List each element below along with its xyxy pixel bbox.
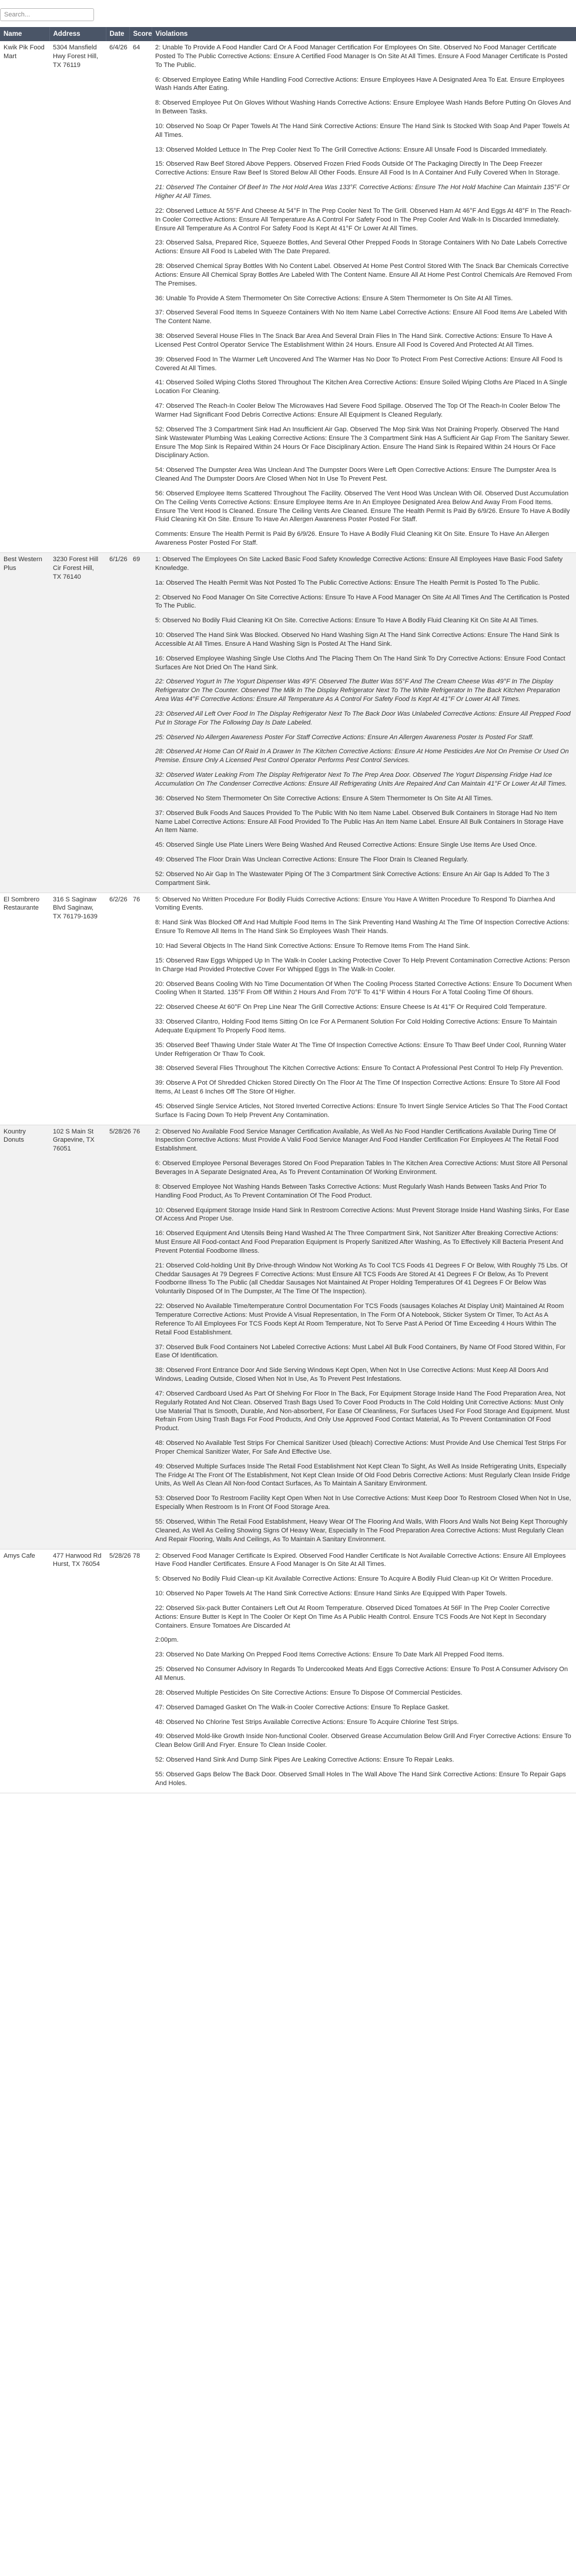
table-row [0, 1549, 576, 1793]
violation-item: 10: Observed The Hand Sink Was Blocked. Observed No Hand Washing Sign At The Hand Sink Corrective Actions: Ensure The Hand Sink Is Accessible At All Times. Ensure A Hand Washing Sign Is Posted At The Hand Sink. [155, 632, 560, 648]
inspections-table [0, 27, 576, 1793]
violation-item: 38: Observed Front Entrance Door And Side Serving Windows Kept Open, When Not In Use Corrective Actions: Must Keep All Doors And Windows, Leading Outside, Closed When Not In Use, As To Prevent Pest Infestations. [155, 1367, 548, 1383]
cell-name: Amys Cafe [0, 1549, 49, 1793]
violation-item: 35: Observed Beef Thawing Under Stale Water At The Time Of Inspection Corrective Actions: Ensure To Thaw Beef Under Cool, Running Water Under Refrigeration Or Thaw To Cook. [155, 1041, 567, 1058]
cell-name: El Sombrero Restaurante [0, 893, 49, 1125]
table-row [0, 1125, 576, 1549]
violation-item: 22: Observed No Available Time/temperature Control Documentation For TCS Foods (sausages Kolaches At Display Unit) Maintained At Room Temperature Corrective Actions: Must Provide A Visual Representation, In The Form Of A Notebook, Sticker System Or Timer, To Act As A Reference To All Employees For TCS Foods Kept At Room Temperature, Not To Serve Past A Period Of Time Exceeding 4 Hours Within The Retail Food Establishment. [155, 1303, 564, 1336]
violation-item: Comments: Ensure The Health Permit Is Paid By 6/9/26. Ensure To Have A Bodily Fluid Cleaning Kit On Site. Ensure To Have An Allergen Awareness Poster Posted For Staff. [155, 531, 550, 547]
violation-item: 28: Observed At Home Can Of Raid In A Drawer In The Kitchen Corrective Actions: Ensure At Home Pesticides Are Not On Premise Or Used On Premise. Ensure Only A Licensed Pest Control Operator Performs Pest Control Services. [155, 748, 569, 764]
cell-score: 64 [129, 41, 152, 552]
violation-item: 2: Unable To Provide A Food Handler Card Or A Food Manager Certification For Employees On Site. Observed No Food Manager Certificate Posted To The Public Corrective Actions: Ensure A Certified Food Manager Is On Site At All Times. Ensure A Food Manager Certificate Is Posted To The Public. [155, 44, 568, 69]
violation-item: 28: Observed Multiple Pesticides On Site Corrective Actions: Ensure To Dispose Of Commercial Pesticides. [155, 1689, 463, 1696]
cell-address: 3230 Forest Hill Cir Forest Hill, TX 76140 [49, 552, 106, 893]
violation-item: 39: Observe A Pot Of Shredded Chicken Stored Directly On The Floor At The Time Of Inspection Corrective Actions: Ensure To Store All Food Items, At Least 6 Inches Off The Store Of Higher. [155, 1079, 560, 1096]
violation-item: 2:00pm. [155, 1636, 179, 1644]
violation-item: 21: Observed The Container Of Beef In The Hot Hold Area Was 133°F. Corrective Actions: Ensure The Hot Hold Machine Can Maintain 135°F Or Higher At All Times. [155, 184, 570, 200]
header-name[interactable]: Name [0, 27, 49, 41]
violation-item: 23: Observed No Date Marking On Prepped Food Items Corrective Actions: Ensure To Date Mark All Prepped Food Items. [155, 1651, 504, 1659]
cell-date: 6/2/26 [106, 893, 129, 1125]
cell-violations [152, 893, 576, 1125]
cell-date: 5/28/26 [106, 1125, 129, 1549]
cell-score: 76 [129, 893, 152, 1125]
violation-item: 16: Observed Equipment And Utensils Being Hand Washed At The Three Compartment Sink, Not Sanitizer After Breaking Corrective Actions: Must Ensure All Food-contact And Food Preparation Equipment Is Properly Sanitized After Washing, As To Effectively Kill Bacteria Present And Prevent Potential Foodborne Illness. [155, 1230, 564, 1255]
violation-item: 25: Observed No Consumer Advisory In Regards To Undercooked Meats And Eggs Corrective Actions: Ensure To Post A Consumer Advisory On All Menus. [155, 1666, 568, 1682]
violation-item: 5: Observed No Written Procedure For Bodily Fluids Corrective Actions: Ensure You Have A Written Procedure To Respond To Diarrhea And Vomiting Events. [155, 895, 555, 912]
cell-violations [152, 1549, 576, 1793]
search-input[interactable] [0, 8, 94, 21]
table-row [0, 893, 576, 1125]
violation-item: 52: Observed No Air Gap In The Wastewater Piping Of The 3 Compartment Sink Corrective Actions: Ensure An Air Gap Is Added To The 3 Compartment Sink. [155, 870, 550, 887]
violation-item: 48: Observed No Chlorine Test Strips Available Corrective Actions: Ensure To Acquire Chlorine Test Strips. [155, 1718, 459, 1726]
cell-violations [152, 552, 576, 893]
violation-item: 56: Observed Employee Items Scattered Throughout The Facility. Observed The Vent Hood Was Unclean With Oil. Observed Dust Accumulation On The Ceiling Vents Corrective Actions: Ensure Employee Items Are In An Employee Designated Area Below And Away From Food Items. Ensure The Vent Hood Is Cleaned. Ensure The Ceiling Vents Are Cleaned. Ensure The Health Permit Is Paid By 6/9/26. Ensure To Have A Bodily Fluid Cleaning Kit On Site. Ensure To Have An Allergen Awareness Poster Posted For Staff. [155, 489, 570, 524]
cell-score: 78 [129, 1549, 152, 1793]
violation-item: 20: Observed Beans Cooling With No Time Documentation Of When The Cooling Process Started Corrective Actions: Ensure To Document When Cooling When It Started. 135°F From Off Within 2 Hours And From 70°F To 41°F Within 4 Hours For A Total Cooling Time Of 6hours. [155, 980, 572, 997]
violation-item: 47: Observed The Reach-In Cooler Below The Microwaves Had Severe Food Spillage. Observed The Top Of The Reach-In Cooler Below The Warmer Had Significant Food Debris Corrective Actions: Ensure All Equipment Is Cleaned Regularly. [155, 402, 561, 418]
violation-item: 28: Observed Chemical Spray Bottles With No Content Label. Observed At Home Pest Control Stored With The Snack Bar Chemicals Corrective Actions: Ensure All Chemical Spray Bottles Are Labeled With The Content Name. Ensure All At Home Pest Control Chemicals Are Removed From The Premises. [155, 263, 572, 287]
violation-item: 16: Observed Employee Washing Single Use Cloths And The Placing Them On The Hand Sink To Dry Corrective Actions: Ensure Food Contact Surfaces Are Not Dried On The Hand Sink. [155, 655, 565, 671]
cell-address: 102 S Main St Grapevine, TX 76051 [49, 1125, 106, 1549]
violation-item: 10: Observed No Paper Towels At The Hand Sink Corrective Actions: Ensure Hand Sinks Are Equipped With Paper Towels. [155, 1590, 507, 1598]
cell-score: 76 [129, 1125, 152, 1549]
violation-item: 32: Observed Water Leaking From The Display Refrigerator Next To The Prep Area Door. Observed The Yogurt Dispensing Fridge Had Ice Accumulation On The Condenser Corrective Actions: Ensure All Refrigerating Units Are Repaired And Can Maintain 41°F Or Lower At All Times. [155, 772, 567, 787]
violation-item: 1a: Observed The Health Permit Was Not Posted To The Public Corrective Actions: Ensure The Health Permit Is Posted To The Public. [155, 579, 540, 586]
cell-date: 5/28/26 [106, 1549, 129, 1793]
violation-item: 45: Observed Single Service Articles, Not Stored Inverted Corrective Actions: Ensure To Invert Single Service Articles So That The Food Contact Surface Is Facing Down To Help Prevent Any Contamination. [155, 1102, 568, 1119]
violation-item: 49: Observed Multiple Surfaces Inside The Retail Food Establishment Not Kept Clean To Sight, As Well As Inside Refrigerating Units, Especially The Fridge At The Front Of The Establishment, Not Kept Clean Inside Of Old Food Debris Corrective Actions: Must Regularly Clean Inside Fridge Units, As Well As Clean All Non-food Contact Surfaces, As To Maintain A Sanitary Environment. [155, 1463, 570, 1488]
violation-item: 15: Observed Raw Eggs Whipped Up In The Walk-In Cooler Lacking Protective Cover To Help Prevent Contamination Corrective Actions: Person In Charge Had Provided Protective Cover For Whipped Eggs In The Walk-In Cooler. [155, 957, 570, 973]
violation-item: 38: Observed Several Flies Throughout The Kitchen Corrective Actions: Ensure To Contact A Professional Pest Control To Help Fly Prevention. [155, 1065, 564, 1072]
header-violations[interactable]: Violations [152, 27, 576, 41]
violation-item: 8: Observed Employee Not Washing Hands Between Tasks Corrective Actions: Must Regularly Wash Hands Between Tasks And Prior To Handling Food Product, As To Prevent Contamination Of The Food Product. [155, 1183, 547, 1199]
violation-item: 49: Observed The Floor Drain Was Unclean Corrective Actions: Ensure The Floor Drain Is Cleaned Regularly. [155, 856, 468, 864]
table-header [0, 27, 576, 41]
violation-item: 36: Unable To Provide A Stem Thermometer On Site Corrective Actions: Ensure A Stem Thermometer Is On Site At All Times. [155, 294, 513, 302]
cell-name: Best Western Plus [0, 552, 49, 893]
violation-item: 45: Observed Single Use Plate Liners Were Being Washed And Reused Corrective Actions: Ensure Single Use Items Are Used Once. [155, 841, 537, 849]
table-body [0, 41, 576, 1793]
violation-item: 5: Observed No Bodily Fluid Clean-up Kit Available Corrective Actions: Ensure To Acquire A Bodily Fluid Clean-up Kit Or Written Procedure. [155, 1575, 553, 1583]
cell-date: 6/4/26 [106, 41, 129, 552]
violation-item: 22: Observed Cheese At 60°F On Prep Line Near The Grill Corrective Actions: Ensure Cheese Is At 41°F Or Required Cold Temperature. [155, 1004, 547, 1011]
violation-item: 8: Observed Employee Put On Gloves Without Washing Hands Corrective Actions: Ensure Employee Wash Hands Before Putting On Gloves And In Between Tasks. [155, 99, 571, 116]
violation-item: 21: Observed Cold-holding Unit By Drive-through Window Not Working As To Cool TCS Foods 41 Degrees F Or Below, With Roughly 75 Lbs. Of Cheddar Sausages At 79 Degrees F Corrective Actions: Must Ensure All TCS Foods Are Stored At 41 Degrees F Or Below, As To Prevent Foodborne Illness To The Public (all Cheddar Sausages Not Maintained At Proper Holding Temperatures Of 41 Degrees F Or Below Was Voluntarily Disposed Of In The Dumpster, At The Time Of The Inspection). [155, 1262, 568, 1296]
violation-item: 8: Hand Sink Was Blocked Off And Had Multiple Food Items In The Sink Preventing Hand Washing At The Time Of Inspection Corrective Actions: Ensure To Remove All Items In The Hand Sink So Employees Wash Their Hands. [155, 919, 570, 935]
violation-item: 10: Had Several Objects In The Hand Sink Corrective Actions: Ensure To Remove Items From The Hand Sink. [155, 942, 470, 950]
header-address[interactable]: Address [49, 27, 106, 41]
violation-item: 48: Observed No Available Test Strips For Chemical Sanitizer Used (bleach) Corrective Actions: Must Provide And Use Chemical Test Strips For Proper Chemical Sanitizer Water, For Safe And Effective Use. [155, 1440, 567, 1455]
cell-address: 316 S Saginaw Blvd Saginaw, TX 76179-1639 [49, 893, 106, 1125]
violation-item: 25: Observed No Allergen Awareness Poster For Staff Corrective Actions: Ensure An Allergen Awareness Poster Is Posted For Staff. [155, 733, 534, 741]
violation-item: 6: Observed Employee Eating While Handling Food Corrective Actions: Ensure Employees Have A Designated Area To Eat. Ensure Employees Wash Hands After Eating. [155, 76, 565, 92]
cell-date: 6/1/26 [106, 552, 129, 893]
violation-item: 13: Observed Molded Lettuce In The Prep Cooler Next To The Grill Corrective Actions: Ensure All Unsafe Food Is Discarded Immediately. [155, 146, 547, 153]
violation-item: 47: Observed Cardboard Used As Part Of Shelving For Floor In The Back, For Equipment Storage Inside Hand The Food Preparation Area, Not Regularly Rotated And Not Clean. Observed Trash Bags Used To Cover Food Products In The Cold Holding Unit Corrective Actions: Must Only Use Material That Is Smooth, Durable, And Non-absorbent, For Ease Of Cleanliness, For Surfaces Used For Food Storage And Equipment. Must Refrain From Using Trash Bags For Food Products, And Only Use Approved Food Contact Material, As To Prevent Contamination Of Food Product. [155, 1390, 570, 1433]
header-score[interactable]: Score [129, 27, 152, 41]
cell-address: 477 Harwood Rd Hurst, TX 76054 [49, 1549, 106, 1793]
violation-item: 10: Observed No Soap Or Paper Towels At The Hand Sink Corrective Actions: Ensure The Hand Sink Is Stocked With Soap And Paper Towels At All Times. [155, 122, 570, 139]
cell-violations [152, 1125, 576, 1549]
violation-item: 22: Observed Yogurt In The Yogurt Dispenser Was 49°F. Observed The Butter Was 55°F And The Cream Cheese Was 49°F In The Display Refrigerator On The Counter. Observed The Milk In The Display Refrigerator Next To The White Refrigerator In The Back Kitchen Preparation Area Was 44°F Corrective Actions: Ensure All Temperature As A Control For Safety Food Is Kept At 41°F Or Lower At All Times. [155, 678, 560, 703]
violation-item: 37: Observed Bulk Foods And Sauces Provided To The Public With No Item Name Label. Observed Bulk Containers In Storage Had No Item Name Label Corrective Actions: Ensure All Food Provided To The Public Has An Item Name Label. Ensure All Bulk Containers In Storage Have An Item Name. [155, 809, 564, 834]
violation-item: 52: Observed Hand Sink And Dump Sink Pipes Are Leaking Corrective Actions: Ensure To Repair Leaks. [155, 1756, 454, 1764]
violation-item: 55: Observed, Within The Retail Food Establishment, Heavy Wear Of The Flooring And Walls, With Floors And Walls Not Being Kept Thoroughly Cleaned, As Well As Ceiling Showing Signs Of Heavy Wear, Especially In The Food Preparation Area Corrective Actions: Must Regularly Clean And Repair Flooring, Walls And Ceilings, As To Maintain A Sanitary Environment. [155, 1518, 568, 1543]
cell-score: 69 [129, 552, 152, 893]
violation-item: 2: Observed Food Manager Certificate Is Expired. Observed Food Handler Certificate Is Not Available Corrective Actions: Ensure All Employees Have Food Handler Certificates. Ensure A Food Manager Is On Site At All Times. [155, 1552, 566, 1568]
violation-item: 2: Observed No Available Food Service Manager Certification Available, As Well As No Food Handler Certifications Available During Time Of Inspection Corrective Actions: Must Provide A Valid Food Service Manager And Food Handler Certification For Employees At The Retail Food Establishment. [155, 1128, 559, 1153]
violation-item: 23: Observed All Left Over Food In The Display Refrigerator Next To The Back Door Was Unlabeled Corrective Actions: Ensure All Prepped Food Put In Storage For The Following Day Is Date Labeled. [155, 710, 571, 726]
violation-item: 54: Observed The Dumpster Area Was Unclean And The Dumpster Doors Were Left Open Corrective Actions: Ensure The Dumpster Area Is Cleaned And The Dumpster Doors Are Closed When Not In Use To Prevent Pest. [155, 467, 557, 483]
violation-item: 39: Observed Food In The Warmer Left Uncovered And The Warmer Has No Door To Protect From Pest Corrective Actions: Ensure All Food Is Covered At All Times. [155, 355, 563, 372]
violation-item: 6: Observed Employee Personal Beverages Stored On Food Preparation Tables In The Kitchen Area Corrective Actions: Must Store All Personal Beverages In A Separate Designated Area, As To Prevent Contamination Of Working Environment. [155, 1160, 568, 1176]
cell-address: 5304 Mansfield Hwy Forest Hill, TX 76119 [49, 41, 106, 552]
violation-item: 37: Observed Several Food Items In Squeeze Containers With No Item Name Label Corrective Actions: Ensure All Food Items Are Labeled With The Content Name. [155, 309, 567, 326]
violation-item: 55: Observed Gaps Below The Back Door. Observed Small Holes In The Wall Above The Hand Sink Corrective Actions: Ensure To Repair Gaps And Holes. [155, 1770, 566, 1787]
search-bar [0, 0, 576, 27]
violation-item: 22: Observed Six-pack Butter Containers Left Out At Room Temperature. Observed Diced Tomatoes At 56F In The Prep Cooler Corrective Actions: Ensure Butter Is Kept In The Cooler Or Kept On Time As A Public Health Control. Ensure TCS Foods Are Not Kept In Secondary Containers. Ensure Tomatoes Are Discarded At [155, 1604, 550, 1629]
cell-name: Kountry Donuts [0, 1125, 49, 1549]
violation-item: 2: Observed No Food Manager On Site Corrective Actions: Ensure To Have A Food Manager On Site At All Times And The Certification Is Posted To The Public. [155, 593, 570, 610]
violation-item: 41: Observed Soiled Wiping Cloths Stored Throughout The Kitchen Area Corrective Actions: Ensure Soiled Wiping Cloths Are Placed In A Single Location For Cleaning. [155, 379, 567, 395]
violation-item: 10: Observed Equipment Storage Inside Hand Sink In Restroom Corrective Actions: Must Prevent Storage Inside Hand Washing Sinks, For Ease Of Access And Proper Use. [155, 1206, 570, 1223]
violation-item: 38: Observed Several House Flies In The Snack Bar Area And Several Drain Flies In The Hand Sink. Corrective Actions: Ensure To Have A Licensed Pest Control Operator Service The Establishment Within 24 Hours. Ensure All Food Is Covered And Protected At All Times. [155, 333, 552, 348]
violation-item: 22: Observed Lettuce At 55°F And Cheese At 54°F In The Prep Cooler Next To The Grill. Observed Ham At 46°F And Eggs At 48°F In The Reach-In Cooler Corrective Actions: Ensure All Temperature As A Control For Safety Food In The Prep Cooler And Walk-In Is Discarded Immediately. Ensure All Temperature As A Control For Safety Food Is Kept At 41°F Or Lower At All Times. [155, 207, 572, 232]
violation-item: 37: Observed Bulk Food Containers Not Labeled Corrective Actions: Must Label All Bulk Food Containers, By Name Of Food Stored Within, For Ease Of Identification. [155, 1343, 566, 1360]
header-date[interactable]: Date [106, 27, 129, 41]
violation-item: 33: Observed Cilantro, Holding Food Items Sitting On Ice For A Permanent Solution For Cold Holding Corrective Actions: Ensure To Maintain Adequate Equipment To Properly Food Items. [155, 1018, 557, 1034]
violation-item: 47: Observed Damaged Gasket On The Walk-in Cooler Corrective Actions: Ensure To Replace Gasket. [155, 1703, 450, 1711]
violation-item: 49: Observed Mold-like Growth Inside Non-functional Cooler. Observed Grease Accumulation Below Grill And Fryer Corrective Actions: Ensure To Clean Below Grill And Fryer. Ensure To Clean Inside Cooler. [155, 1733, 571, 1749]
violation-item: 52: Observed The 3 Compartment Sink Had An Insufficient Air Gap. Observed The Mop Sink Was Not Draining Properly. Observed The Hand Sink Wastewater Plumbing Was Leaking Corrective Actions: Ensure The 3 Compartment Sink Has A Sufficient Air Gap From The Sanitary Sewer. Ensure The Mop Sink Is Repaired Within 24 Hours Or Face Disciplinary Action. Ensure The Hand Sink Is Repaired Within 24 Hours Or Face Disciplinary Action. [155, 425, 570, 459]
violation-item: 1: Observed The Employees On Site Lacked Basic Food Safety Knowledge Corrective Actions: Ensure All Employees Have Basic Food Safety Knowledge. [155, 555, 563, 572]
violation-item: 36: Observed No Stem Thermometer On Site Corrective Actions: Ensure A Stem Thermometer Is On Site At All Times. [155, 794, 493, 802]
table-row [0, 552, 576, 893]
violation-item: 53: Observed Door To Restroom Facility Kept Open When Not In Use Corrective Actions: Must Keep Door To Restroom Closed When Not In Use, Especially When Restroom Is In Front Of Food Storage Area. [155, 1495, 571, 1511]
violation-item: 23: Observed Salsa, Prepared Rice, Squeeze Bottles, And Several Other Prepped Foods In Storage Containers With No Date Labels Corrective Actions: Ensure All Food Is Labeled With The Date Prepared. [155, 239, 567, 256]
cell-name: Kwik Pik Food Mart [0, 41, 49, 552]
violation-item: 5: Observed No Bodily Fluid Cleaning Kit On Site. Corrective Actions: Ensure To Have A Bodily Fluid Cleaning Kit On Site At All Times. [155, 617, 539, 625]
violation-item: 15: Observed Raw Beef Stored Above Peppers. Observed Frozen Fried Foods Outside Of The Packaging Directly In The Deep Freezer Corrective Actions: Ensure Raw Beef Is Stored Below All Other Foods. Ensure All Food Is In A Container And Fully Covered When In Storage. [155, 160, 560, 177]
cell-violations [152, 41, 576, 552]
table-row [0, 41, 576, 552]
